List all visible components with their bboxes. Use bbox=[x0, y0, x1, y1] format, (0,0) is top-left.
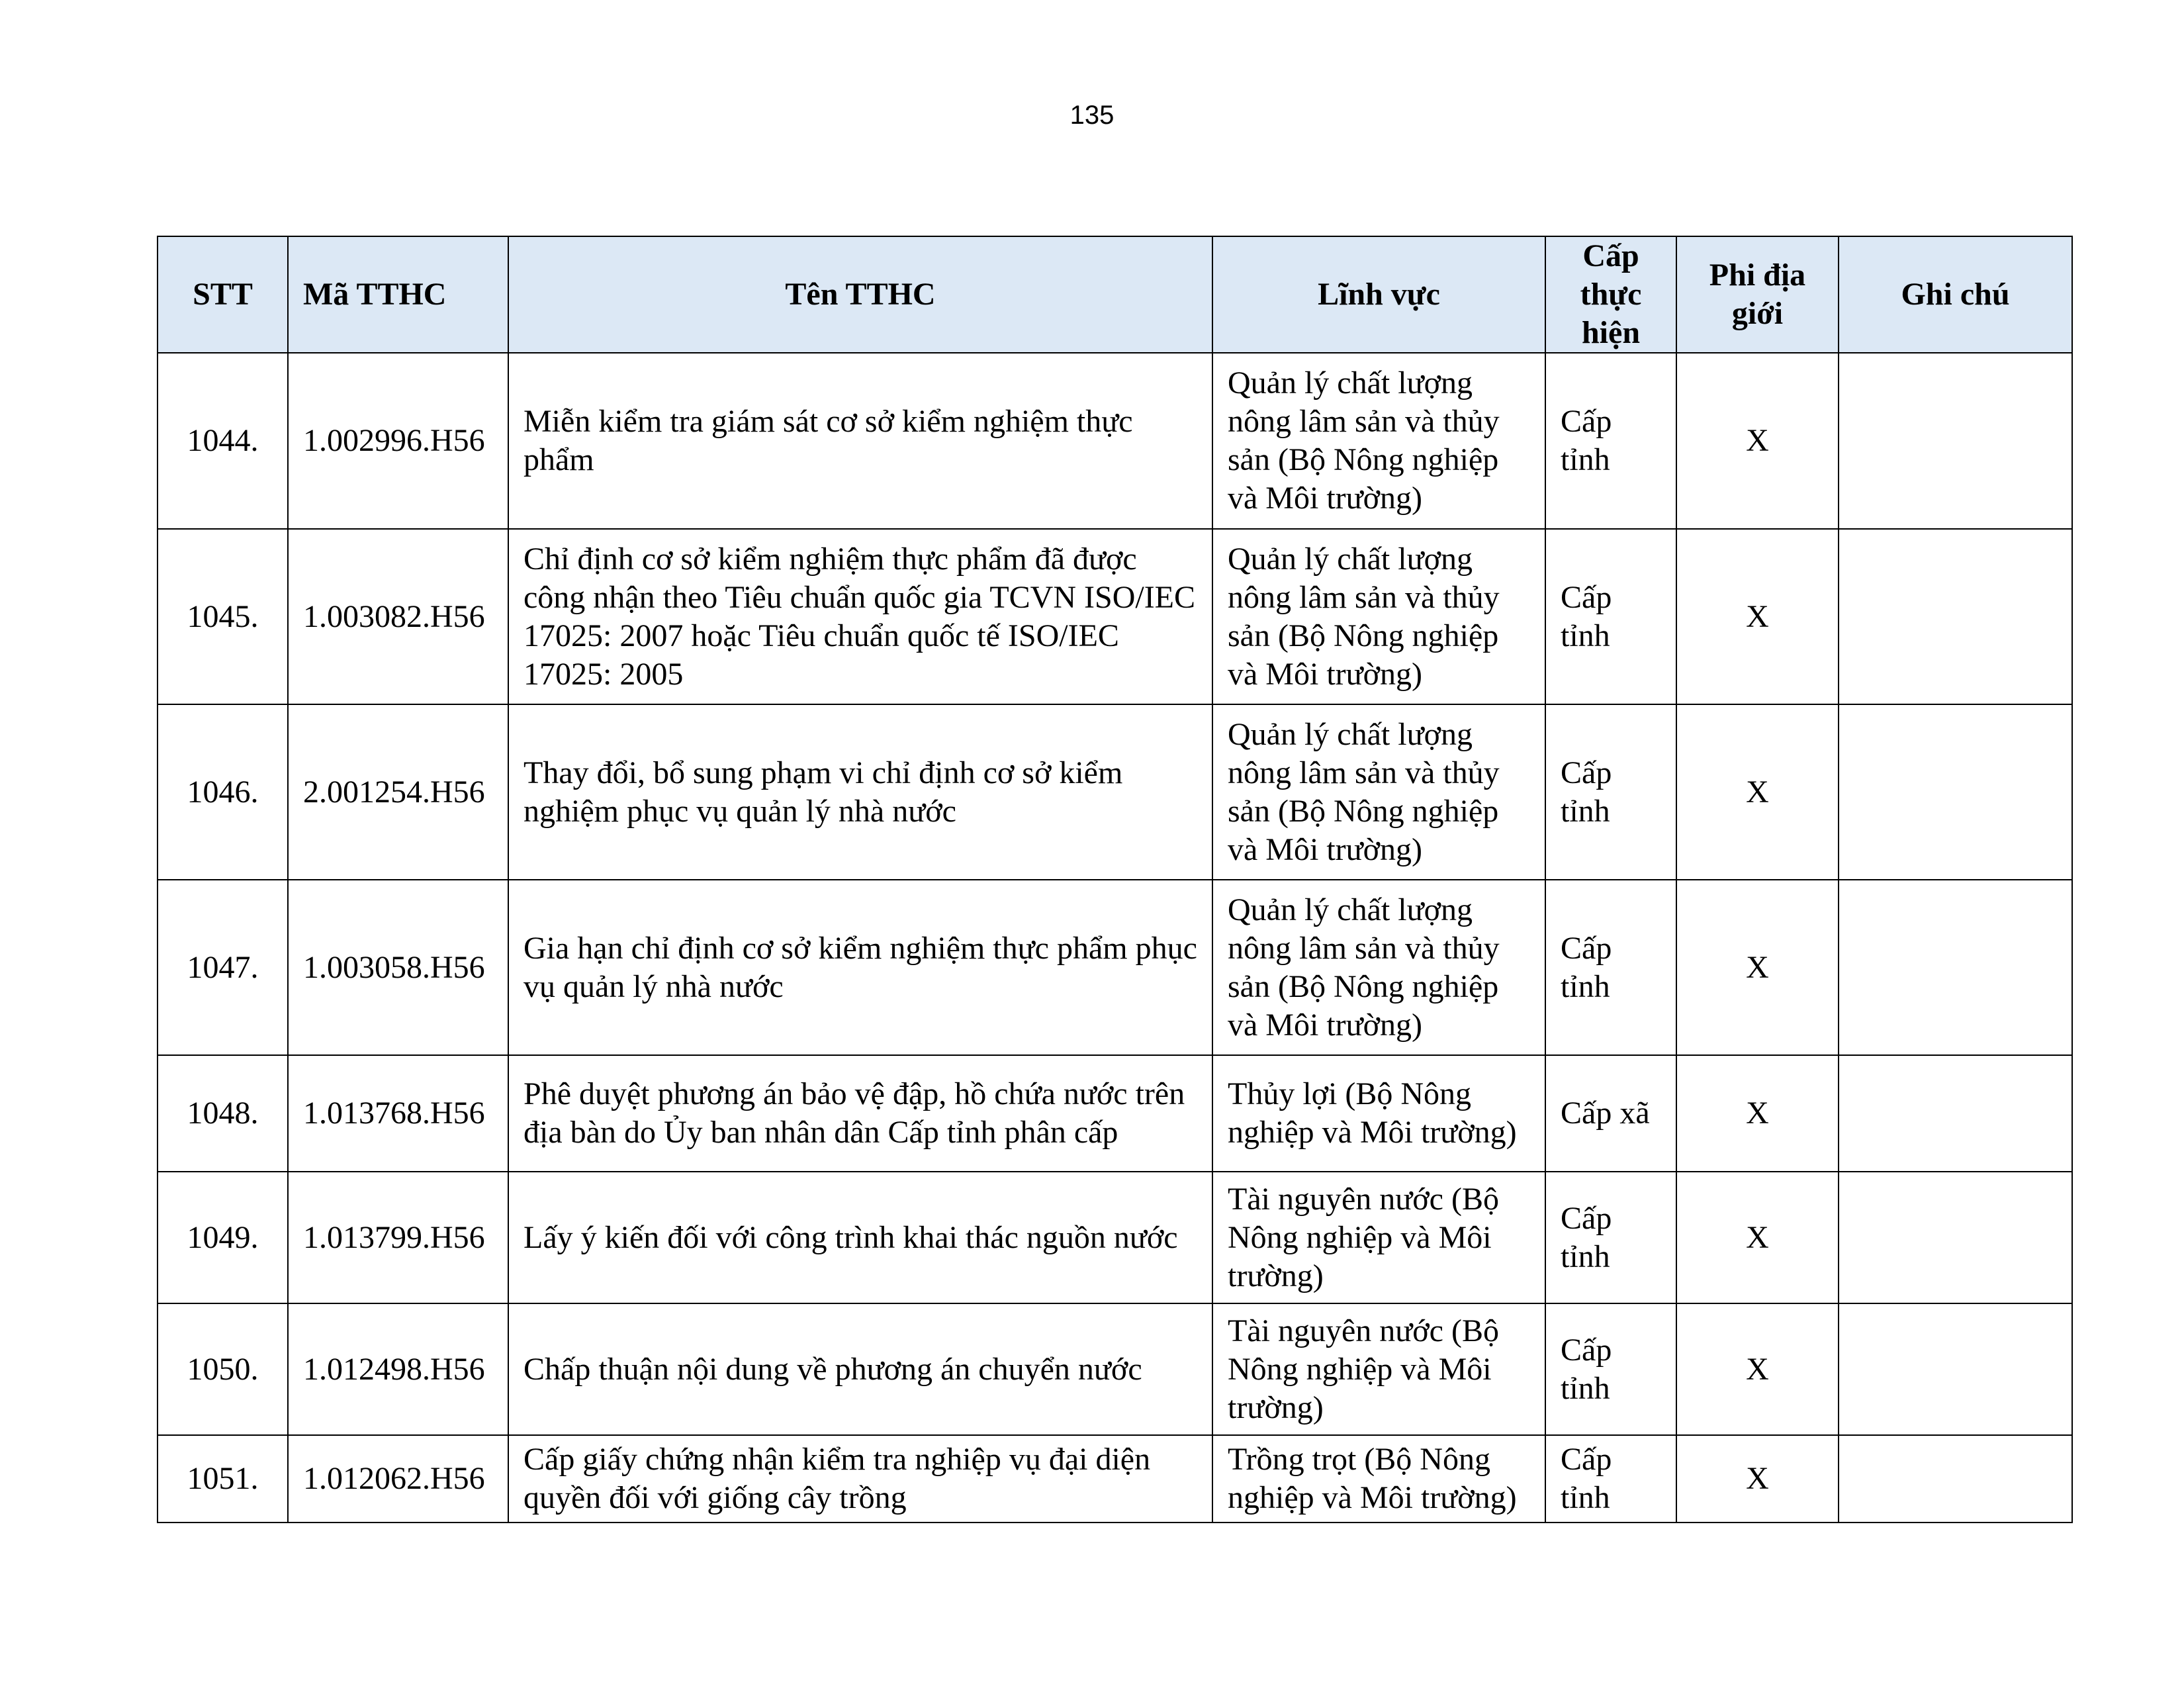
cell-ghi-chu bbox=[1839, 1172, 2072, 1303]
cell-linh-vuc: Tài nguyên nước (Bộ Nông nghiệp và Môi trường) bbox=[1212, 1172, 1545, 1303]
table-row bbox=[158, 529, 2072, 704]
cell-cap-thuc-hien: Cấp tỉnh bbox=[1545, 353, 1676, 529]
cell-ma-tthc: 2.001254.H56 bbox=[288, 704, 508, 880]
cell-stt: 1044. bbox=[158, 353, 288, 529]
cell-ghi-chu bbox=[1839, 1435, 2072, 1523]
cell-phi-dia-gioi: X bbox=[1676, 1435, 1839, 1523]
table-row bbox=[158, 1435, 2072, 1523]
header-row bbox=[158, 236, 2072, 353]
cell-linh-vuc: Thủy lợi (Bộ Nông nghiệp và Môi trường) bbox=[1212, 1055, 1545, 1172]
cell-ten-tthc: Thay đổi, bổ sung phạm vi chỉ định cơ sở kiểm nghiệm phục vụ quản lý nhà nước bbox=[508, 704, 1212, 880]
cell-linh-vuc: Quản lý chất lượng nông lâm sản và thủy sản (Bộ Nông nghiệp và Môi trường) bbox=[1212, 529, 1545, 704]
cell-ten-tthc: Chấp thuận nội dung về phương án chuyển nước bbox=[508, 1303, 1212, 1435]
cell-ma-tthc: 1.013768.H56 bbox=[288, 1055, 508, 1172]
cell-phi-dia-gioi: X bbox=[1676, 1172, 1839, 1303]
cell-linh-vuc: Quản lý chất lượng nông lâm sản và thủy sản (Bộ Nông nghiệp và Môi trường) bbox=[1212, 353, 1545, 529]
cell-cap-thuc-hien: Cấp tỉnh bbox=[1545, 529, 1676, 704]
cell-ten-tthc: Miễn kiểm tra giám sát cơ sở kiểm nghiệm thực phẩm bbox=[508, 353, 1212, 529]
cell-phi-dia-gioi: X bbox=[1676, 529, 1839, 704]
header-phi-dia-gioi: Phi địa giới bbox=[1676, 236, 1839, 353]
cell-cap-thuc-hien: Cấp tỉnh bbox=[1545, 1435, 1676, 1523]
cell-stt: 1046. bbox=[158, 704, 288, 880]
cell-ten-tthc: Cấp giấy chứng nhận kiểm tra nghiệp vụ đại diện quyền đối với giống cây trồng bbox=[508, 1435, 1212, 1523]
cell-stt: 1045. bbox=[158, 529, 288, 704]
cell-ghi-chu bbox=[1839, 529, 2072, 704]
cell-ten-tthc: Lấy ý kiến đối với công trình khai thác nguồn nước bbox=[508, 1172, 1212, 1303]
cell-ten-tthc: Phê duyệt phương án bảo vệ đập, hồ chứa nước trên địa bàn do Ủy ban nhân dân Cấp tỉnh phân cấp bbox=[508, 1055, 1212, 1172]
cell-stt: 1048. bbox=[158, 1055, 288, 1172]
header-ma-tthc: Mã TTHC bbox=[288, 236, 508, 353]
cell-cap-thuc-hien: Cấp tỉnh bbox=[1545, 1303, 1676, 1435]
cell-phi-dia-gioi: X bbox=[1676, 1055, 1839, 1172]
cell-ghi-chu bbox=[1839, 353, 2072, 529]
cell-phi-dia-gioi: X bbox=[1676, 353, 1839, 529]
table-row bbox=[158, 353, 2072, 529]
cell-phi-dia-gioi: X bbox=[1676, 880, 1839, 1055]
cell-phi-dia-gioi: X bbox=[1676, 1303, 1839, 1435]
header-stt: STT bbox=[158, 236, 288, 353]
cell-linh-vuc: Trồng trọt (Bộ Nông nghiệp và Môi trường) bbox=[1212, 1435, 1545, 1523]
cell-cap-thuc-hien: Cấp xã bbox=[1545, 1055, 1676, 1172]
cell-ten-tthc: Chỉ định cơ sở kiểm nghiệm thực phẩm đã được công nhận theo Tiêu chuẩn quốc gia TCVN ISO/IEC 17025: 2007 hoặc Tiêu chuẩn quốc tế ISO/IEC 17025: 2005 bbox=[508, 529, 1212, 704]
cell-linh-vuc: Tài nguyên nước (Bộ Nông nghiệp và Môi trường) bbox=[1212, 1303, 1545, 1435]
cell-ma-tthc: 1.003082.H56 bbox=[288, 529, 508, 704]
cell-stt: 1050. bbox=[158, 1303, 288, 1435]
header-ghi-chu: Ghi chú bbox=[1839, 236, 2072, 353]
table-row bbox=[158, 1172, 2072, 1303]
cell-stt: 1049. bbox=[158, 1172, 288, 1303]
page-number: 135 bbox=[1069, 101, 1115, 130]
cell-ghi-chu bbox=[1839, 1303, 2072, 1435]
header-ten-tthc: Tên TTHC bbox=[508, 236, 1212, 353]
cell-ma-tthc: 1.013799.H56 bbox=[288, 1172, 508, 1303]
header-cap-thuc-hien: Cấp thực hiện bbox=[1545, 236, 1676, 353]
cell-linh-vuc: Quản lý chất lượng nông lâm sản và thủy sản (Bộ Nông nghiệp và Môi trường) bbox=[1212, 704, 1545, 880]
cell-cap-thuc-hien: Cấp tỉnh bbox=[1545, 704, 1676, 880]
cell-cap-thuc-hien: Cấp tỉnh bbox=[1545, 880, 1676, 1055]
cell-ten-tthc: Gia hạn chỉ định cơ sở kiểm nghiệm thực phẩm phục vụ quản lý nhà nước bbox=[508, 880, 1212, 1055]
cell-cap-thuc-hien: Cấp tỉnh bbox=[1545, 1172, 1676, 1303]
header-linh-vuc: Lĩnh vực bbox=[1212, 236, 1545, 353]
procedures-table bbox=[157, 236, 2073, 1523]
cell-ghi-chu bbox=[1839, 1055, 2072, 1172]
table-row bbox=[158, 704, 2072, 880]
cell-linh-vuc: Quản lý chất lượng nông lâm sản và thủy sản (Bộ Nông nghiệp và Môi trường) bbox=[1212, 880, 1545, 1055]
table-row bbox=[158, 880, 2072, 1055]
cell-phi-dia-gioi: X bbox=[1676, 704, 1839, 880]
table-row bbox=[158, 1055, 2072, 1172]
cell-ma-tthc: 1.003058.H56 bbox=[288, 880, 508, 1055]
cell-stt: 1047. bbox=[158, 880, 288, 1055]
cell-ghi-chu bbox=[1839, 880, 2072, 1055]
table-row bbox=[158, 1303, 2072, 1435]
cell-ma-tthc: 1.002996.H56 bbox=[288, 353, 508, 529]
cell-ma-tthc: 1.012062.H56 bbox=[288, 1435, 508, 1523]
cell-stt: 1051. bbox=[158, 1435, 288, 1523]
cell-ghi-chu bbox=[1839, 704, 2072, 880]
cell-ma-tthc: 1.012498.H56 bbox=[288, 1303, 508, 1435]
